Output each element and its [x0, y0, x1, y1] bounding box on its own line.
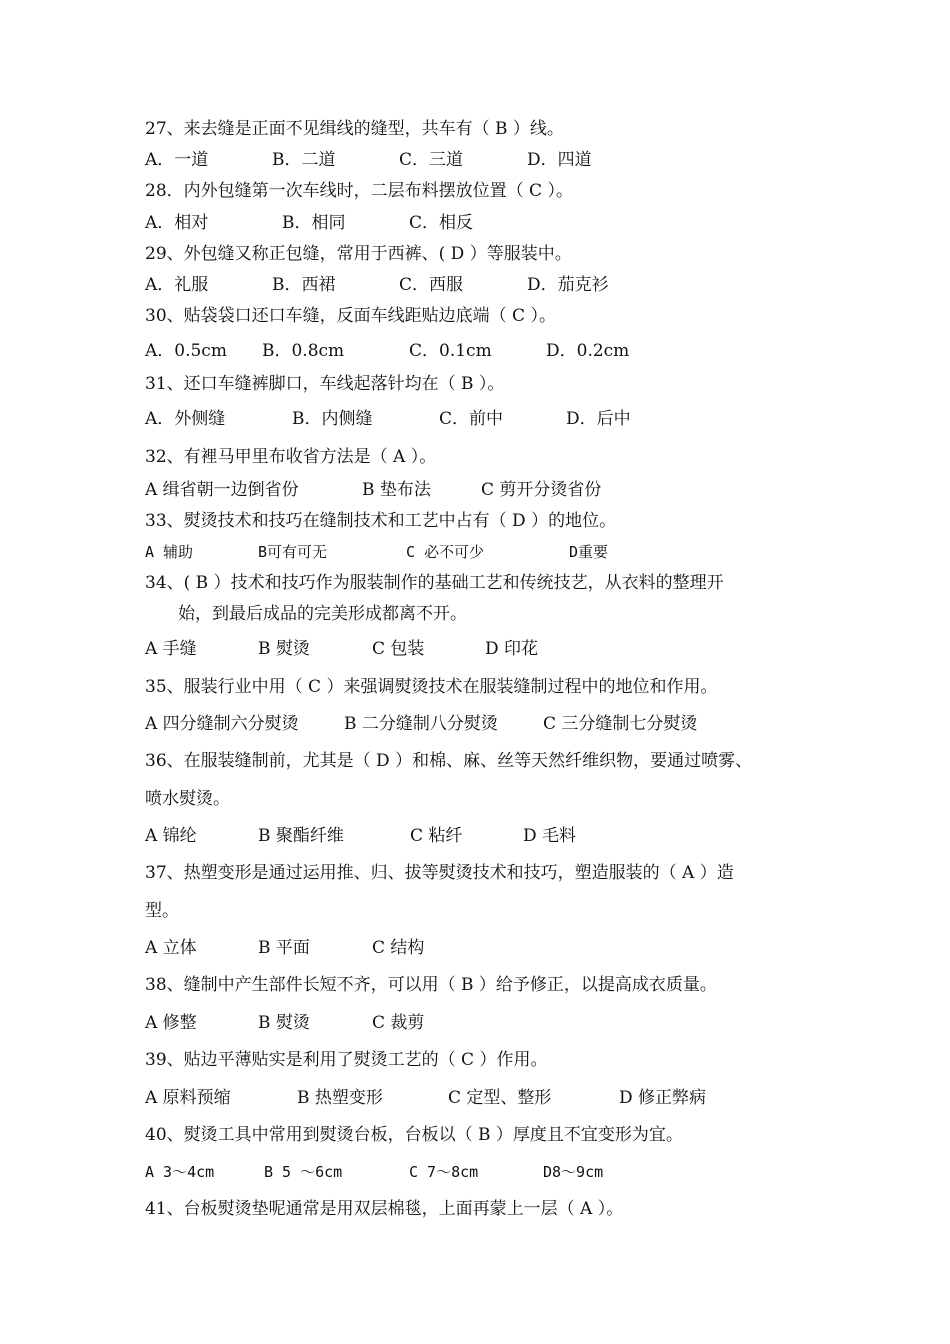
question-34-continued: 始，到最后成品的完美形成都离不开。	[178, 604, 467, 624]
option-c: C 粘纤	[410, 826, 463, 846]
option-a: A 手缝	[145, 639, 197, 659]
options-28	[145, 212, 473, 234]
options-38	[145, 1012, 424, 1034]
option-d: D 毛料	[523, 826, 577, 846]
option-c: C 必不可少	[406, 543, 485, 561]
option-d: D．后中	[566, 409, 631, 429]
question-29: 29、外包缝又称正包缝，常用于西裤、( D ）等服装中。	[145, 244, 572, 264]
question-37: 37、热塑变形是通过运用推、归、拔等熨烫技术和技巧，塑造服装的（ A ）造	[145, 863, 734, 883]
option-b: B 热塑变形	[297, 1088, 383, 1108]
question-34: 34、( B ）技术和技巧作为服装制作的基础工艺和传统技艺，从衣料的整理开	[145, 573, 724, 593]
question-31: 31、还口车缝裤脚口，车线起落针均在（ B ）。	[145, 374, 505, 394]
option-c: C．西服	[399, 275, 464, 295]
question-39: 39、贴边平薄贴实是利用了熨烫工艺的（ C ）作用。	[145, 1050, 548, 1070]
option-a: A．0.5cm	[145, 341, 227, 361]
option-c: C．相反	[409, 213, 474, 233]
option-b: B．相同	[282, 213, 346, 233]
option-b: B 二分缝制八分熨烫	[344, 714, 498, 734]
option-b: B．内侧缝	[292, 409, 373, 429]
options-32	[145, 479, 601, 501]
option-b: B 聚酯纤维	[258, 826, 344, 846]
options-30	[145, 340, 629, 362]
option-d: D重要	[569, 543, 609, 561]
question-33: 33、熨烫技术和技巧在缝制技术和工艺中占有（ D ）的地位。	[145, 511, 617, 531]
option-a: A 锦纶	[145, 826, 197, 846]
option-a: A 辅助	[145, 543, 194, 561]
options-29	[145, 274, 609, 296]
option-a: A 四分缝制六分熨烫	[145, 714, 299, 734]
options-35	[145, 713, 697, 735]
option-b: B 熨烫	[258, 1013, 310, 1033]
option-b: B 5 ～6cm	[264, 1163, 343, 1181]
question-36: 36、在服装缝制前，尤其是（ D ）和棉、麻、丝等天然纤维织物，要通过喷雾、	[145, 751, 753, 771]
option-c: C 三分缝制七分熨烫	[543, 714, 698, 734]
option-b: B 熨烫	[258, 639, 310, 659]
option-a: A．一道	[145, 150, 209, 170]
options-36	[145, 825, 576, 847]
question-30: 30、贴袋袋口还口车缝，反面车线距贴边底端（ C ）。	[145, 306, 556, 326]
option-b: B可有可无	[258, 543, 328, 561]
option-a: A．外侧缝	[145, 409, 226, 429]
option-a: A 原料预缩	[145, 1088, 231, 1108]
option-c: C 7～8cm	[409, 1163, 479, 1181]
options-33	[145, 541, 608, 563]
question-35: 35、服装行业中用（ C ）来强调熨烫技术在服装缝制过程中的地位和作用。	[145, 677, 718, 697]
option-d: D8～9cm	[543, 1163, 604, 1181]
question-27: 27、来去缝是正面不见缉线的缝型，共车有（ B ）线。	[145, 119, 564, 139]
option-a: A．礼服	[145, 275, 209, 295]
question-41: 41、台板熨烫垫呢通常是用双层棉毯，上面再蒙上一层（ A ）。	[145, 1199, 624, 1219]
option-c: C．0.1cm	[409, 341, 492, 361]
option-d: D 印花	[485, 639, 539, 659]
question-40: 40、熨烫工具中常用到熨烫台板，台板以（ B ）厚度且不宜变形为宜。	[145, 1125, 683, 1145]
question-38: 38、缝制中产生部件长短不齐，可以用（ B ）给予修正，以提高成衣质量。	[145, 975, 717, 995]
option-a: A 缉省朝一边倒省份	[145, 480, 299, 500]
options-39	[145, 1087, 706, 1109]
option-c: C．三道	[399, 150, 464, 170]
option-b: B 垫布法	[362, 480, 431, 500]
option-c: C 包装	[372, 639, 425, 659]
option-d: D．四道	[527, 150, 592, 170]
option-a: A．相对	[145, 213, 209, 233]
question-28: 28．内外包缝第一次车线时，二层布料摆放位置（ C ）。	[145, 181, 573, 201]
option-a: A 修整	[145, 1013, 197, 1033]
option-c: C 剪开分烫省份	[481, 480, 602, 500]
option-c: C 定型、整形	[448, 1088, 552, 1108]
option-b: B．0.8cm	[262, 341, 345, 361]
question-37-continued: 型。	[145, 901, 179, 921]
option-a: A 3～4cm	[145, 1163, 215, 1181]
option-b: B 平面	[258, 938, 310, 958]
option-c: C 结构	[372, 938, 425, 958]
option-d: D 修正弊病	[619, 1088, 707, 1108]
options-31	[145, 408, 631, 430]
options-34	[145, 638, 538, 660]
option-d: D．0.2cm	[546, 341, 630, 361]
options-27	[145, 149, 592, 171]
option-a: A 立体	[145, 938, 197, 958]
option-c: C 裁剪	[372, 1013, 425, 1033]
options-37	[145, 937, 424, 959]
option-c: C．前中	[439, 409, 504, 429]
options-40	[145, 1161, 603, 1183]
option-b: B．二道	[272, 150, 336, 170]
question-32: 32、有裡马甲里布收省方法是（ A ）。	[145, 447, 437, 467]
option-b: B．西裙	[272, 275, 336, 295]
option-d: D．茄克衫	[527, 275, 609, 295]
question-36-continued: 喷水熨烫。	[145, 789, 230, 809]
